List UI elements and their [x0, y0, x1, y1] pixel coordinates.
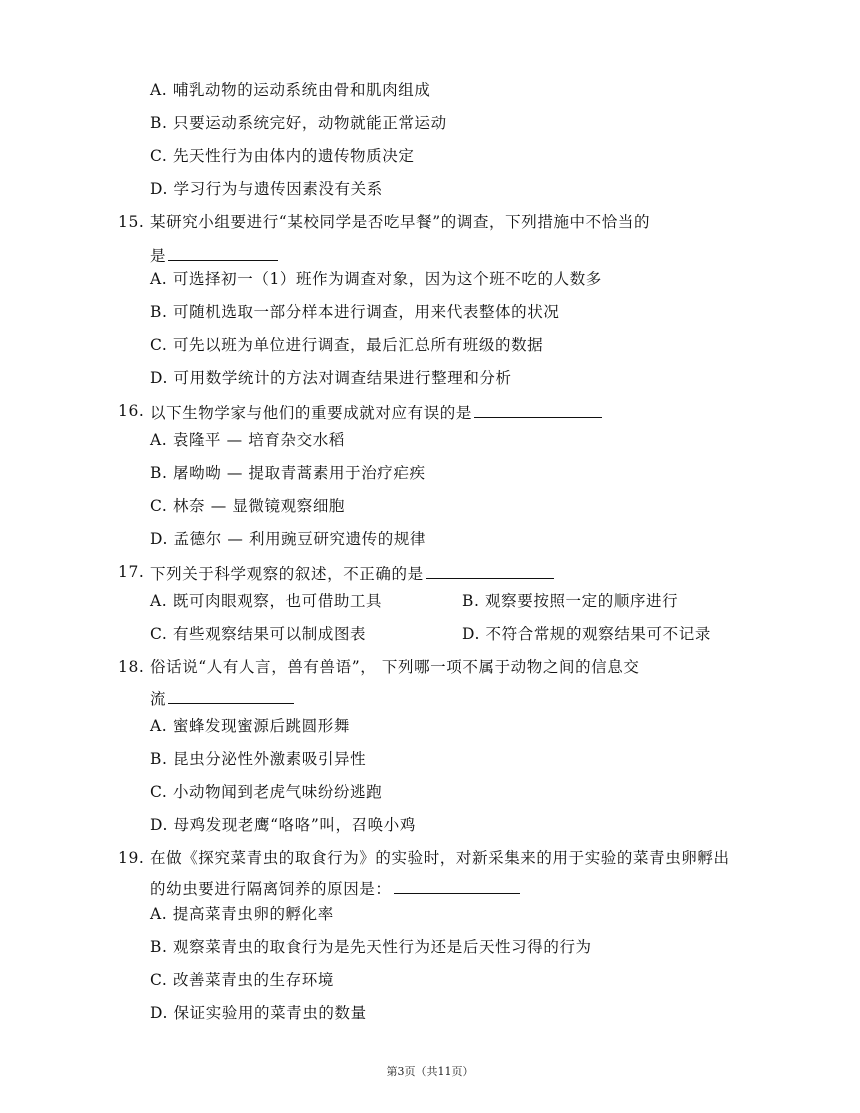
q18-text-line1: 俗话说“人有人言，兽有兽语”， 下列哪一项不属于动物之间的信息交: [150, 658, 640, 676]
q17-option-a: A. 既可肉眼观察，也可借助工具: [150, 592, 383, 610]
q17-option-c: C. 有些观察结果可以制成图表: [150, 625, 367, 643]
q19-answer-blank: [394, 877, 520, 894]
q19-option-d: D. 保证实验用的菜青虫的数量: [150, 1004, 367, 1022]
q18-option-c: C. 小动物闻到老虎气味纷纷逃跑: [150, 783, 383, 801]
q19-option-a: A. 提高菜青虫卵的孵化率: [150, 905, 334, 923]
q14-option-c: C. 先天性行为由体内的遗传物质决定: [150, 147, 415, 165]
q19-number: 19.: [118, 849, 145, 867]
q17-question: [150, 562, 554, 584]
q18-option-a: A. 蜜蜂发现蜜源后跳圆形舞: [150, 717, 350, 735]
q15-number: 15.: [118, 213, 145, 231]
q19-option-c: C. 改善菜青虫的生存环境: [150, 971, 334, 989]
q15-text-line2-text: 是: [150, 247, 167, 265]
q15-option-b: B. 可随机选取一部分样本进行调查，用来代表整体的状况: [150, 303, 560, 321]
page-footer: 第3页（共11页）: [386, 1065, 474, 1078]
q16-option-a: A. 袁隆平 — 培育杂交水稻: [150, 431, 345, 449]
q15-option-c: C. 可先以班为单位进行调查，最后汇总所有班级的数据: [150, 336, 544, 354]
q15-text-line2: [150, 244, 278, 266]
q19-option-b: B. 观察菜青虫的取食行为是先天性行为还是后天性习得的行为: [150, 938, 592, 956]
q16-answer-blank: [474, 401, 602, 418]
q14-option-a: A. 哺乳动物的运动系统由骨和肌肉组成: [150, 81, 431, 99]
q19-text-line2-text: 的幼虫要进行隔离饲养的原因是：: [150, 880, 392, 898]
q15-option-d: D. 可用数学统计的方法对调查结果进行整理和分析: [150, 369, 512, 387]
q16-option-b: B. 屠呦呦 — 提取青蒿素用于治疗疟疾: [150, 464, 426, 482]
q16-number: 16.: [118, 402, 145, 420]
q18-text-line2-text: 流: [150, 690, 167, 708]
q15-option-a: A. 可选择初一（1）班作为调查对象，因为这个班不吃的人数多: [150, 270, 602, 288]
q14-option-b: B. 只要运动系统完好，动物就能正常运动: [150, 114, 447, 132]
q15-answer-blank: [168, 244, 278, 261]
q16-option-c: C. 林奈 — 显微镜观察细胞: [150, 497, 346, 515]
q16-question: [150, 401, 602, 423]
q14-option-d: D. 学习行为与遗传因素没有关系: [150, 180, 383, 198]
q17-option-d: D. 不符合常规的观察结果可不记录: [462, 625, 711, 643]
q18-option-d: D. 母鸡发现老鹰“咯咯”叫，召唤小鸡: [150, 816, 416, 834]
q16-option-d: D. 孟德尔 — 利用豌豆研究遗传的规律: [150, 530, 427, 548]
q17-answer-blank: [426, 562, 554, 579]
q17-option-b: B. 观察要按照一定的顺序进行: [462, 592, 679, 610]
q16-text: 以下生物学家与他们的重要成就对应有误的是: [150, 404, 473, 422]
q19-text-line1: 在做《探究菜青虫的取食行为》的实验时，对新采集来的用于实验的菜青虫卵孵出: [150, 849, 730, 867]
q18-number: 18.: [118, 658, 145, 676]
q15-text-line1: 某研究小组要进行“某校同学是否吃早餐”的调查，下列措施中不恰当的: [150, 213, 651, 231]
q19-text-line2: [150, 877, 520, 899]
q18-option-b: B. 昆虫分泌性外激素吸引异性: [150, 750, 367, 768]
q17-number: 17.: [118, 563, 145, 581]
q18-text-line2: [150, 687, 294, 709]
q17-text: 下列关于科学观察的叙述，不正确的是: [150, 565, 424, 583]
q18-answer-blank: [168, 687, 294, 704]
